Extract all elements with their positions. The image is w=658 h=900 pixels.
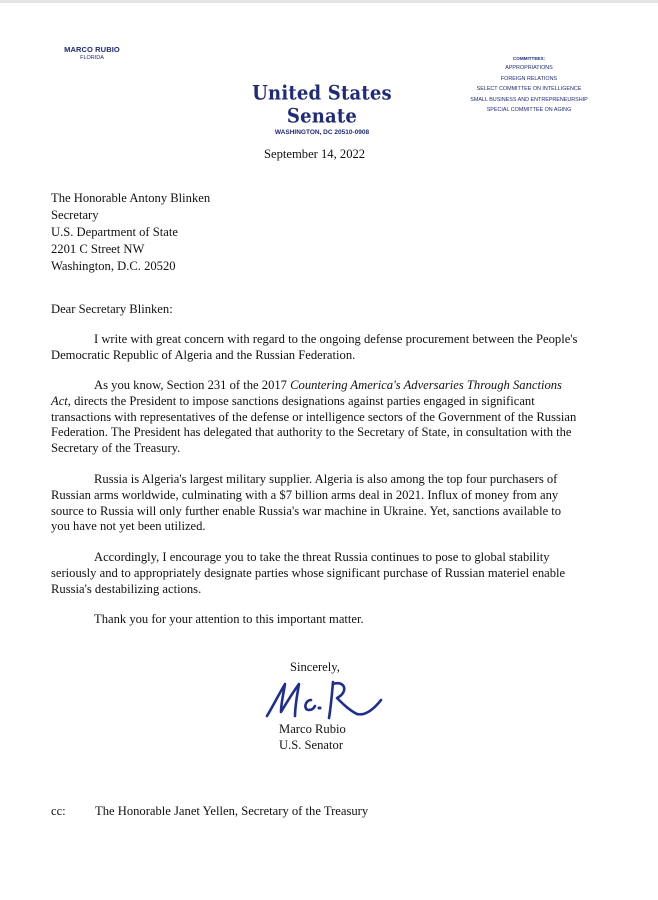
recipient-line: The Honorable Antony Blinken bbox=[51, 191, 211, 205]
page-top-edge bbox=[0, 0, 658, 3]
committees-heading: COMMITTEES: bbox=[512, 56, 546, 61]
paragraph-2-rest: , directs the President to impose sanctions designations against parties engaged in significant transactions with representatives of the defense or intelligence sectors of the Government of the Russian Federation. The President has delegated that authority to the Secretary of State, in consultation with the Secretary of the Treasury. bbox=[51, 393, 577, 456]
recipient-line: Washington, D.C. 20520 bbox=[51, 259, 176, 273]
committee-item: SMALL BUSINESS AND ENTREPRENEURSHIP bbox=[470, 96, 588, 103]
committee-item: SELECT COMMITTEE ON INTELLIGENCE bbox=[476, 86, 582, 93]
committee-item: FOREIGN RELATIONS bbox=[500, 75, 558, 82]
senate-header bbox=[222, 84, 422, 136]
recipient-address bbox=[51, 190, 210, 275]
paragraph-2-lead: As you know, Section 231 of the 2017 bbox=[94, 378, 291, 392]
paragraph-3: Russia is Algeria's largest military supplier. Algeria is also among the top four purchasers of Russian arms worldwide, culminating with a $7 billion arms deal in 2021. Influx of money from any source to Russia will only further enable Russia's war machine in Ukraine. Yet, sanctions available to you have not yet been utilized. bbox=[51, 472, 562, 534]
sender-state: FLORIDA bbox=[80, 55, 104, 61]
paragraph-1: I write with great concern with regard to the ongoing defense procurement between the People's Democratic Republic of Algeria and the Russian Federation. bbox=[51, 332, 578, 362]
cc-label: cc: bbox=[51, 804, 66, 818]
sender-block bbox=[52, 45, 132, 61]
paragraph-5: Thank you for your attention to this important matter. bbox=[94, 612, 364, 626]
letter-date: September 14, 2022 bbox=[264, 147, 366, 161]
committee-item: SPECIAL COMMITTEE ON AGING bbox=[486, 107, 572, 114]
committees-list bbox=[425, 54, 633, 116]
senate-address: WASHINGTON, DC 20510-0908 bbox=[274, 129, 370, 136]
signer-block bbox=[279, 721, 346, 753]
cc-recipient: The Honorable Janet Yellen, Secretary of the Treasury bbox=[95, 804, 369, 818]
committee-item: APPROPRIATIONS bbox=[505, 65, 553, 71]
senate-title: United States Senate bbox=[252, 82, 392, 128]
handwritten-signature bbox=[261, 670, 391, 728]
paragraph-4: Accordingly, I encourage you to take the threat Russia continues to pose to global stability seriously and to appropriately designate parties whose significant purchase of Russian materiel enable Russia's destabilizing actions. bbox=[51, 550, 566, 596]
signer-name: Marco Rubio bbox=[279, 722, 346, 736]
recipient-line: U.S. Department of State bbox=[51, 225, 178, 239]
closing: Sincerely, bbox=[290, 660, 340, 674]
act-title: Countering America's Adversaries Through Sanctions Act bbox=[51, 378, 562, 408]
recipient-line: Secretary bbox=[51, 208, 99, 222]
paragraph-2 bbox=[51, 378, 581, 457]
salutation: Dear Secretary Blinken: bbox=[51, 302, 173, 316]
recipient-line: 2201 C Street NW bbox=[51, 242, 145, 256]
sender-name: MARCO RUBIO bbox=[64, 45, 120, 54]
signer-title: U.S. Senator bbox=[279, 738, 344, 752]
